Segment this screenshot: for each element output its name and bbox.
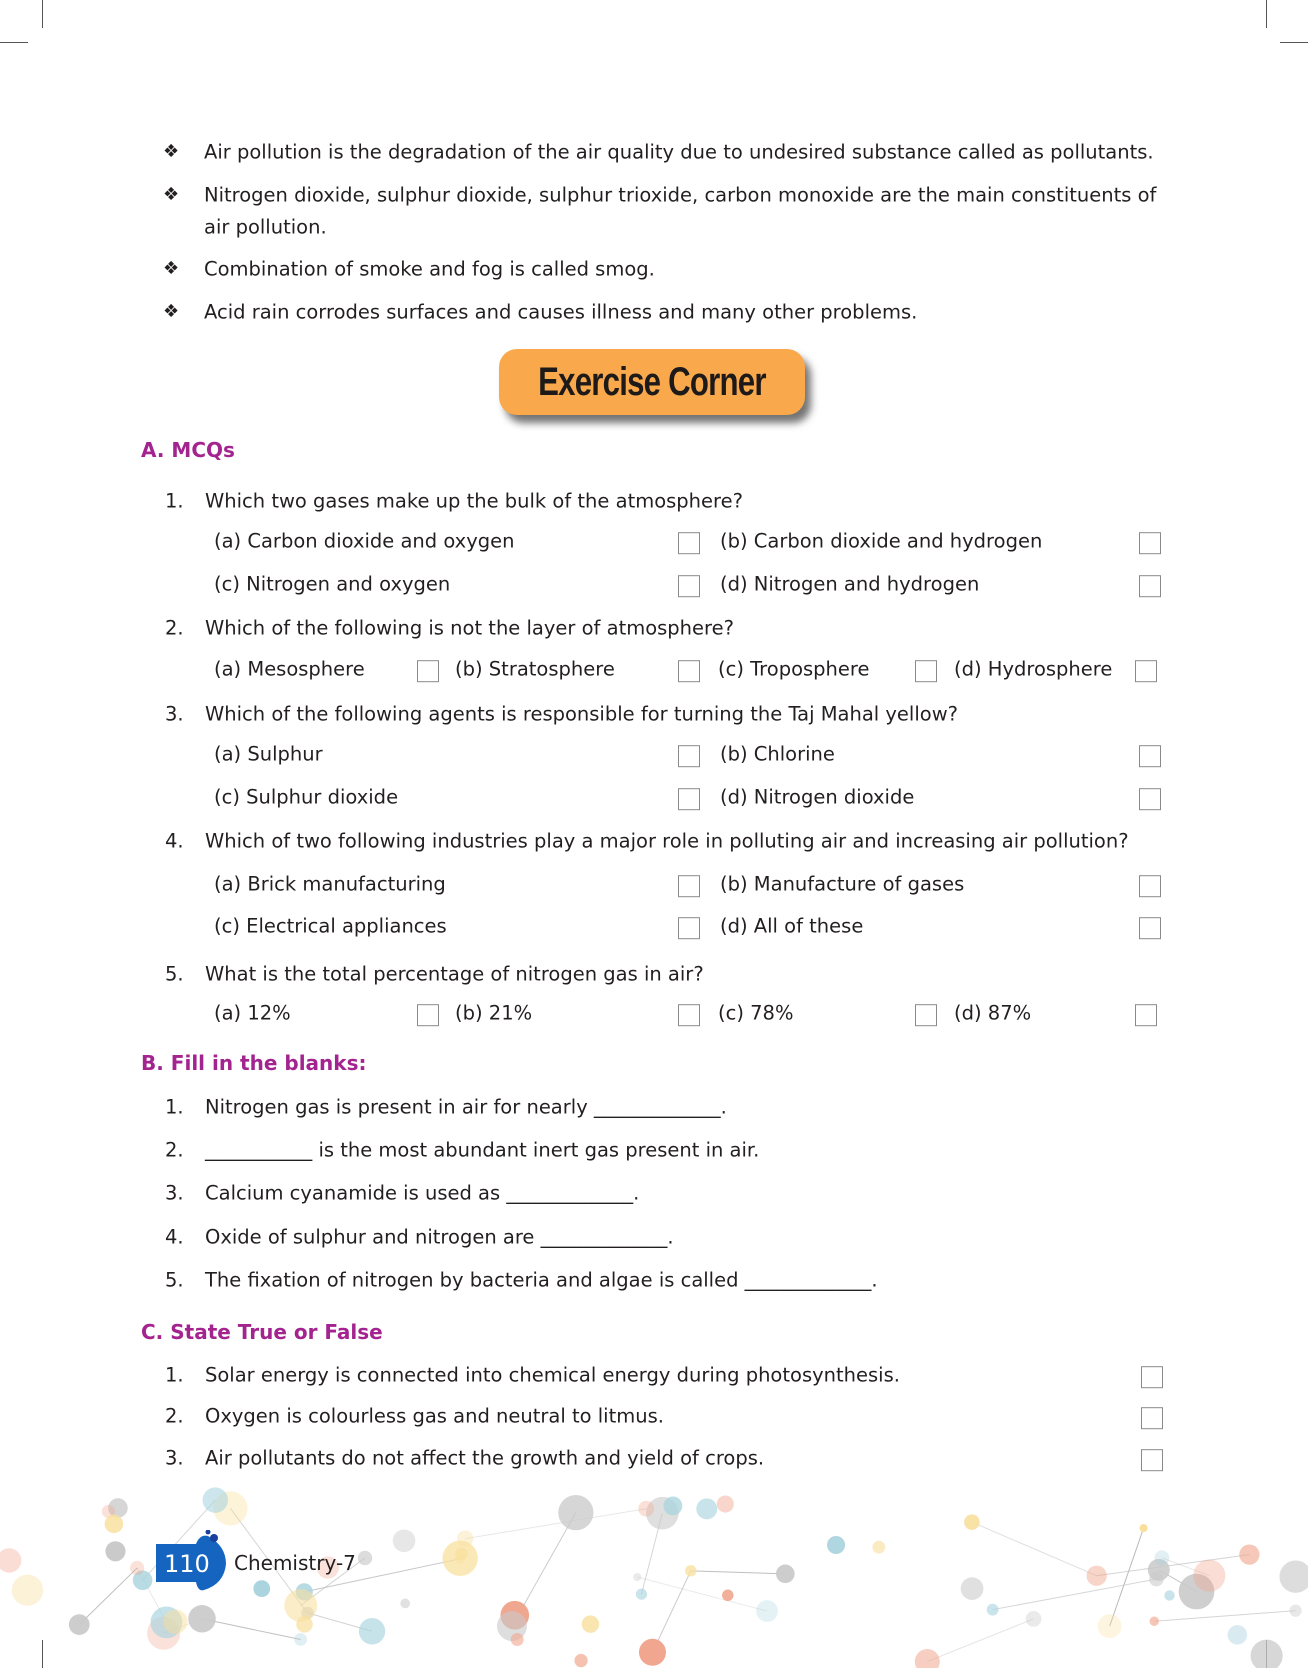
molecule-atom bbox=[1279, 1560, 1308, 1592]
answer-checkbox[interactable] bbox=[678, 875, 700, 897]
fill-blank-text: Nitrogen gas is present in air for nearly _____________. bbox=[205, 1095, 727, 1119]
item-number: 2. bbox=[165, 1404, 184, 1428]
answer-checkbox[interactable] bbox=[678, 788, 700, 810]
molecule-atom bbox=[1149, 1617, 1158, 1626]
crop-mark bbox=[42, 0, 43, 28]
answer-checkbox[interactable] bbox=[678, 1004, 700, 1026]
molecule-atom bbox=[639, 1639, 666, 1666]
bullet-icon: ❖ bbox=[163, 301, 180, 322]
option-text: (a) Mesosphere bbox=[214, 657, 365, 681]
answer-checkbox[interactable] bbox=[1141, 1366, 1163, 1388]
molecule-bond bbox=[993, 1579, 1157, 1610]
question-number: 1. bbox=[165, 489, 184, 513]
answer-checkbox[interactable] bbox=[1139, 532, 1161, 554]
molecule-atom bbox=[400, 1599, 410, 1609]
option-text: (b) Stratosphere bbox=[455, 657, 615, 681]
molecule-atom bbox=[358, 1551, 372, 1565]
summary-text: air pollution. bbox=[204, 215, 327, 239]
statement-text: Air pollutants do not affect the growth and yield of crops. bbox=[205, 1446, 765, 1470]
answer-checkbox[interactable] bbox=[1139, 917, 1161, 939]
bullet-icon: ❖ bbox=[163, 258, 180, 279]
molecule-atom bbox=[105, 1541, 125, 1561]
question-number: 3. bbox=[165, 702, 184, 726]
option-text: (d) All of these bbox=[720, 914, 864, 938]
bullet-icon: ❖ bbox=[163, 184, 180, 205]
option-text: (a) Brick manufacturing bbox=[214, 872, 446, 896]
molecule-atom bbox=[203, 1487, 228, 1512]
molecule-atom bbox=[1193, 1559, 1225, 1591]
molecule-atom bbox=[294, 1633, 307, 1646]
molecule-atom bbox=[442, 1541, 477, 1576]
option-text: (d) Hydrosphere bbox=[954, 657, 1113, 681]
summary-text: Nitrogen dioxide, sulphur dioxide, sulphur trioxide, carbon monoxide are the main constituents of bbox=[204, 183, 1157, 207]
summary-text: Air pollution is the degradation of the air quality due to undesired substance called as pollutants. bbox=[204, 140, 1154, 164]
option-text: (d) Nitrogen and hydrogen bbox=[720, 572, 980, 596]
option-text: (d) 87% bbox=[954, 1001, 1032, 1025]
answer-checkbox[interactable] bbox=[1135, 1004, 1157, 1026]
molecule-atom bbox=[188, 1605, 216, 1633]
option-text: (b) Chlorine bbox=[720, 742, 835, 766]
question-text: What is the total percentage of nitrogen gas in air? bbox=[205, 962, 704, 986]
molecule-bond bbox=[691, 1571, 786, 1574]
molecule-bond bbox=[927, 1619, 1033, 1662]
molecule-atom bbox=[1228, 1625, 1248, 1645]
answer-checkbox[interactable] bbox=[1139, 875, 1161, 897]
molecule-bond bbox=[202, 1619, 301, 1640]
molecule-atom bbox=[359, 1618, 385, 1644]
answer-checkbox[interactable] bbox=[1139, 745, 1161, 767]
molecule-atom bbox=[130, 1561, 144, 1575]
item-number: 3. bbox=[165, 1181, 184, 1205]
summary-text: Acid rain corrodes surfaces and causes illness and many other problems. bbox=[204, 300, 918, 324]
molecule-atom bbox=[685, 1565, 696, 1576]
molecule-atom bbox=[987, 1604, 999, 1616]
item-number: 1. bbox=[165, 1363, 184, 1387]
answer-checkbox[interactable] bbox=[678, 660, 700, 682]
molecule-atom bbox=[105, 1514, 124, 1533]
molecule-atom bbox=[1140, 1524, 1148, 1532]
molecule-atom bbox=[0, 1548, 21, 1572]
bubble-icon bbox=[210, 1534, 218, 1542]
answer-checkbox[interactable] bbox=[417, 660, 439, 682]
molecule-atom bbox=[582, 1615, 599, 1632]
question-number: 2. bbox=[165, 616, 184, 640]
molecule-atom bbox=[756, 1600, 778, 1622]
statement-text: Solar energy is connected into chemical energy during photosynthesis. bbox=[205, 1363, 900, 1387]
molecule-atom bbox=[696, 1498, 717, 1519]
crop-mark bbox=[1266, 0, 1267, 28]
question-text: Which two gases make up the bulk of the atmosphere? bbox=[205, 489, 743, 513]
answer-checkbox[interactable] bbox=[417, 1004, 439, 1026]
molecule-bond bbox=[465, 1509, 646, 1539]
exercise-corner-title: Exercise Corner bbox=[538, 359, 766, 404]
molecule-atom bbox=[284, 1589, 317, 1622]
item-number: 3. bbox=[165, 1446, 184, 1470]
bullet-icon: ❖ bbox=[163, 141, 180, 162]
book-title: Chemistry-7 bbox=[234, 1551, 356, 1575]
molecule-atom bbox=[638, 1501, 654, 1517]
molecule-atom bbox=[827, 1536, 845, 1554]
fill-blank-text: Oxide of sulphur and nitrogen are _____________. bbox=[205, 1225, 674, 1249]
fill-blank-text: ___________ is the most abundant inert gas present in air. bbox=[205, 1138, 760, 1162]
answer-checkbox[interactable] bbox=[678, 532, 700, 554]
question-number: 5. bbox=[165, 962, 184, 986]
answer-checkbox[interactable] bbox=[1135, 660, 1157, 682]
crop-mark bbox=[1280, 42, 1308, 43]
section-heading-mcq: A. MCQs bbox=[141, 438, 235, 462]
question-text: Which of two following industries play a major role in polluting air and increasing air pollution? bbox=[205, 829, 1129, 853]
answer-checkbox[interactable] bbox=[1141, 1449, 1163, 1471]
molecule-bond bbox=[1097, 1555, 1250, 1576]
option-text: (d) Nitrogen dioxide bbox=[720, 785, 915, 809]
option-text: (b) Carbon dioxide and hydrogen bbox=[720, 529, 1043, 553]
answer-checkbox[interactable] bbox=[678, 745, 700, 767]
answer-checkbox[interactable] bbox=[1139, 788, 1161, 810]
molecule-atom bbox=[872, 1541, 885, 1554]
item-number: 5. bbox=[165, 1268, 184, 1292]
item-number: 4. bbox=[165, 1225, 184, 1249]
answer-checkbox[interactable] bbox=[1139, 575, 1161, 597]
question-text: Which of the following agents is responsible for turning the Taj Mahal yellow? bbox=[205, 702, 958, 726]
molecule-bond bbox=[1154, 1611, 1295, 1622]
molecule-atom bbox=[558, 1495, 593, 1530]
molecule-atom bbox=[1251, 1640, 1283, 1668]
section-heading-truefalse: C. State True or False bbox=[141, 1320, 383, 1344]
molecule-atom bbox=[511, 1633, 524, 1646]
question-number: 4. bbox=[165, 829, 184, 853]
option-text: (c) Nitrogen and oxygen bbox=[214, 572, 451, 596]
item-number: 2. bbox=[165, 1138, 184, 1162]
molecule-bond bbox=[637, 1577, 767, 1611]
page-number-badge bbox=[148, 1530, 228, 1596]
molecule-atom bbox=[663, 1496, 682, 1515]
molecule-bond bbox=[79, 1568, 137, 1625]
page-number: 110 bbox=[164, 1550, 210, 1578]
molecule-atom bbox=[69, 1614, 90, 1635]
answer-checkbox[interactable] bbox=[678, 575, 700, 597]
molecule-atom bbox=[1289, 1605, 1301, 1617]
option-text: (b) Manufacture of gases bbox=[720, 872, 965, 896]
fill-blank-text: The fixation of nitrogen by bacteria and algae is called _____________. bbox=[205, 1268, 878, 1292]
question-text: Which of the following is not the layer of atmosphere? bbox=[205, 616, 734, 640]
molecule-atom bbox=[163, 1609, 187, 1633]
option-text: (a) Sulphur bbox=[214, 742, 323, 766]
molecule-atom bbox=[915, 1649, 940, 1668]
answer-checkbox[interactable] bbox=[678, 917, 700, 939]
molecule-bond bbox=[972, 1522, 1097, 1576]
option-text: (b) 21% bbox=[455, 1001, 533, 1025]
molecule-atom bbox=[1164, 1590, 1174, 1600]
molecule-atom bbox=[1154, 1550, 1169, 1565]
statement-text: Oxygen is colourless gas and neutral to litmus. bbox=[205, 1404, 664, 1428]
option-text: (a) Carbon dioxide and oxygen bbox=[214, 529, 515, 553]
exercise-corner-banner bbox=[499, 349, 805, 415]
answer-checkbox[interactable] bbox=[1141, 1407, 1163, 1429]
crop-mark bbox=[0, 42, 28, 43]
molecule-atom bbox=[1098, 1614, 1122, 1638]
section-heading-fill: B. Fill in the blanks: bbox=[141, 1051, 367, 1075]
molecule-atom bbox=[636, 1589, 647, 1600]
molecule-atom bbox=[961, 1577, 984, 1600]
molecule-atom bbox=[964, 1514, 980, 1530]
molecule-atom bbox=[1239, 1544, 1259, 1564]
molecule-atom bbox=[574, 1654, 587, 1667]
molecule-atom bbox=[12, 1575, 43, 1606]
option-text: (a) 12% bbox=[214, 1001, 291, 1025]
option-text: (c) 78% bbox=[718, 1001, 794, 1025]
bubble-icon bbox=[206, 1530, 211, 1535]
molecule-atom bbox=[253, 1580, 270, 1597]
option-text: (c) Troposphere bbox=[718, 657, 870, 681]
molecule-bond bbox=[1110, 1528, 1144, 1626]
molecule-atom bbox=[776, 1565, 795, 1584]
summary-text: Combination of smoke and fog is called smog. bbox=[204, 257, 655, 281]
fill-blank-text: Calcium cyanamide is used as _____________. bbox=[205, 1181, 640, 1205]
option-text: (c) Sulphur dioxide bbox=[214, 785, 399, 809]
molecule-atom bbox=[717, 1496, 734, 1513]
molecule-atom bbox=[722, 1590, 733, 1601]
item-number: 1. bbox=[165, 1095, 184, 1119]
option-text: (c) Electrical appliances bbox=[214, 914, 447, 938]
answer-checkbox[interactable] bbox=[915, 1004, 937, 1026]
molecule-atom bbox=[1087, 1566, 1107, 1586]
molecule-atom bbox=[1026, 1611, 1042, 1627]
molecule-atom bbox=[633, 1573, 641, 1581]
answer-checkbox[interactable] bbox=[915, 660, 937, 682]
molecule-atom bbox=[393, 1529, 416, 1552]
